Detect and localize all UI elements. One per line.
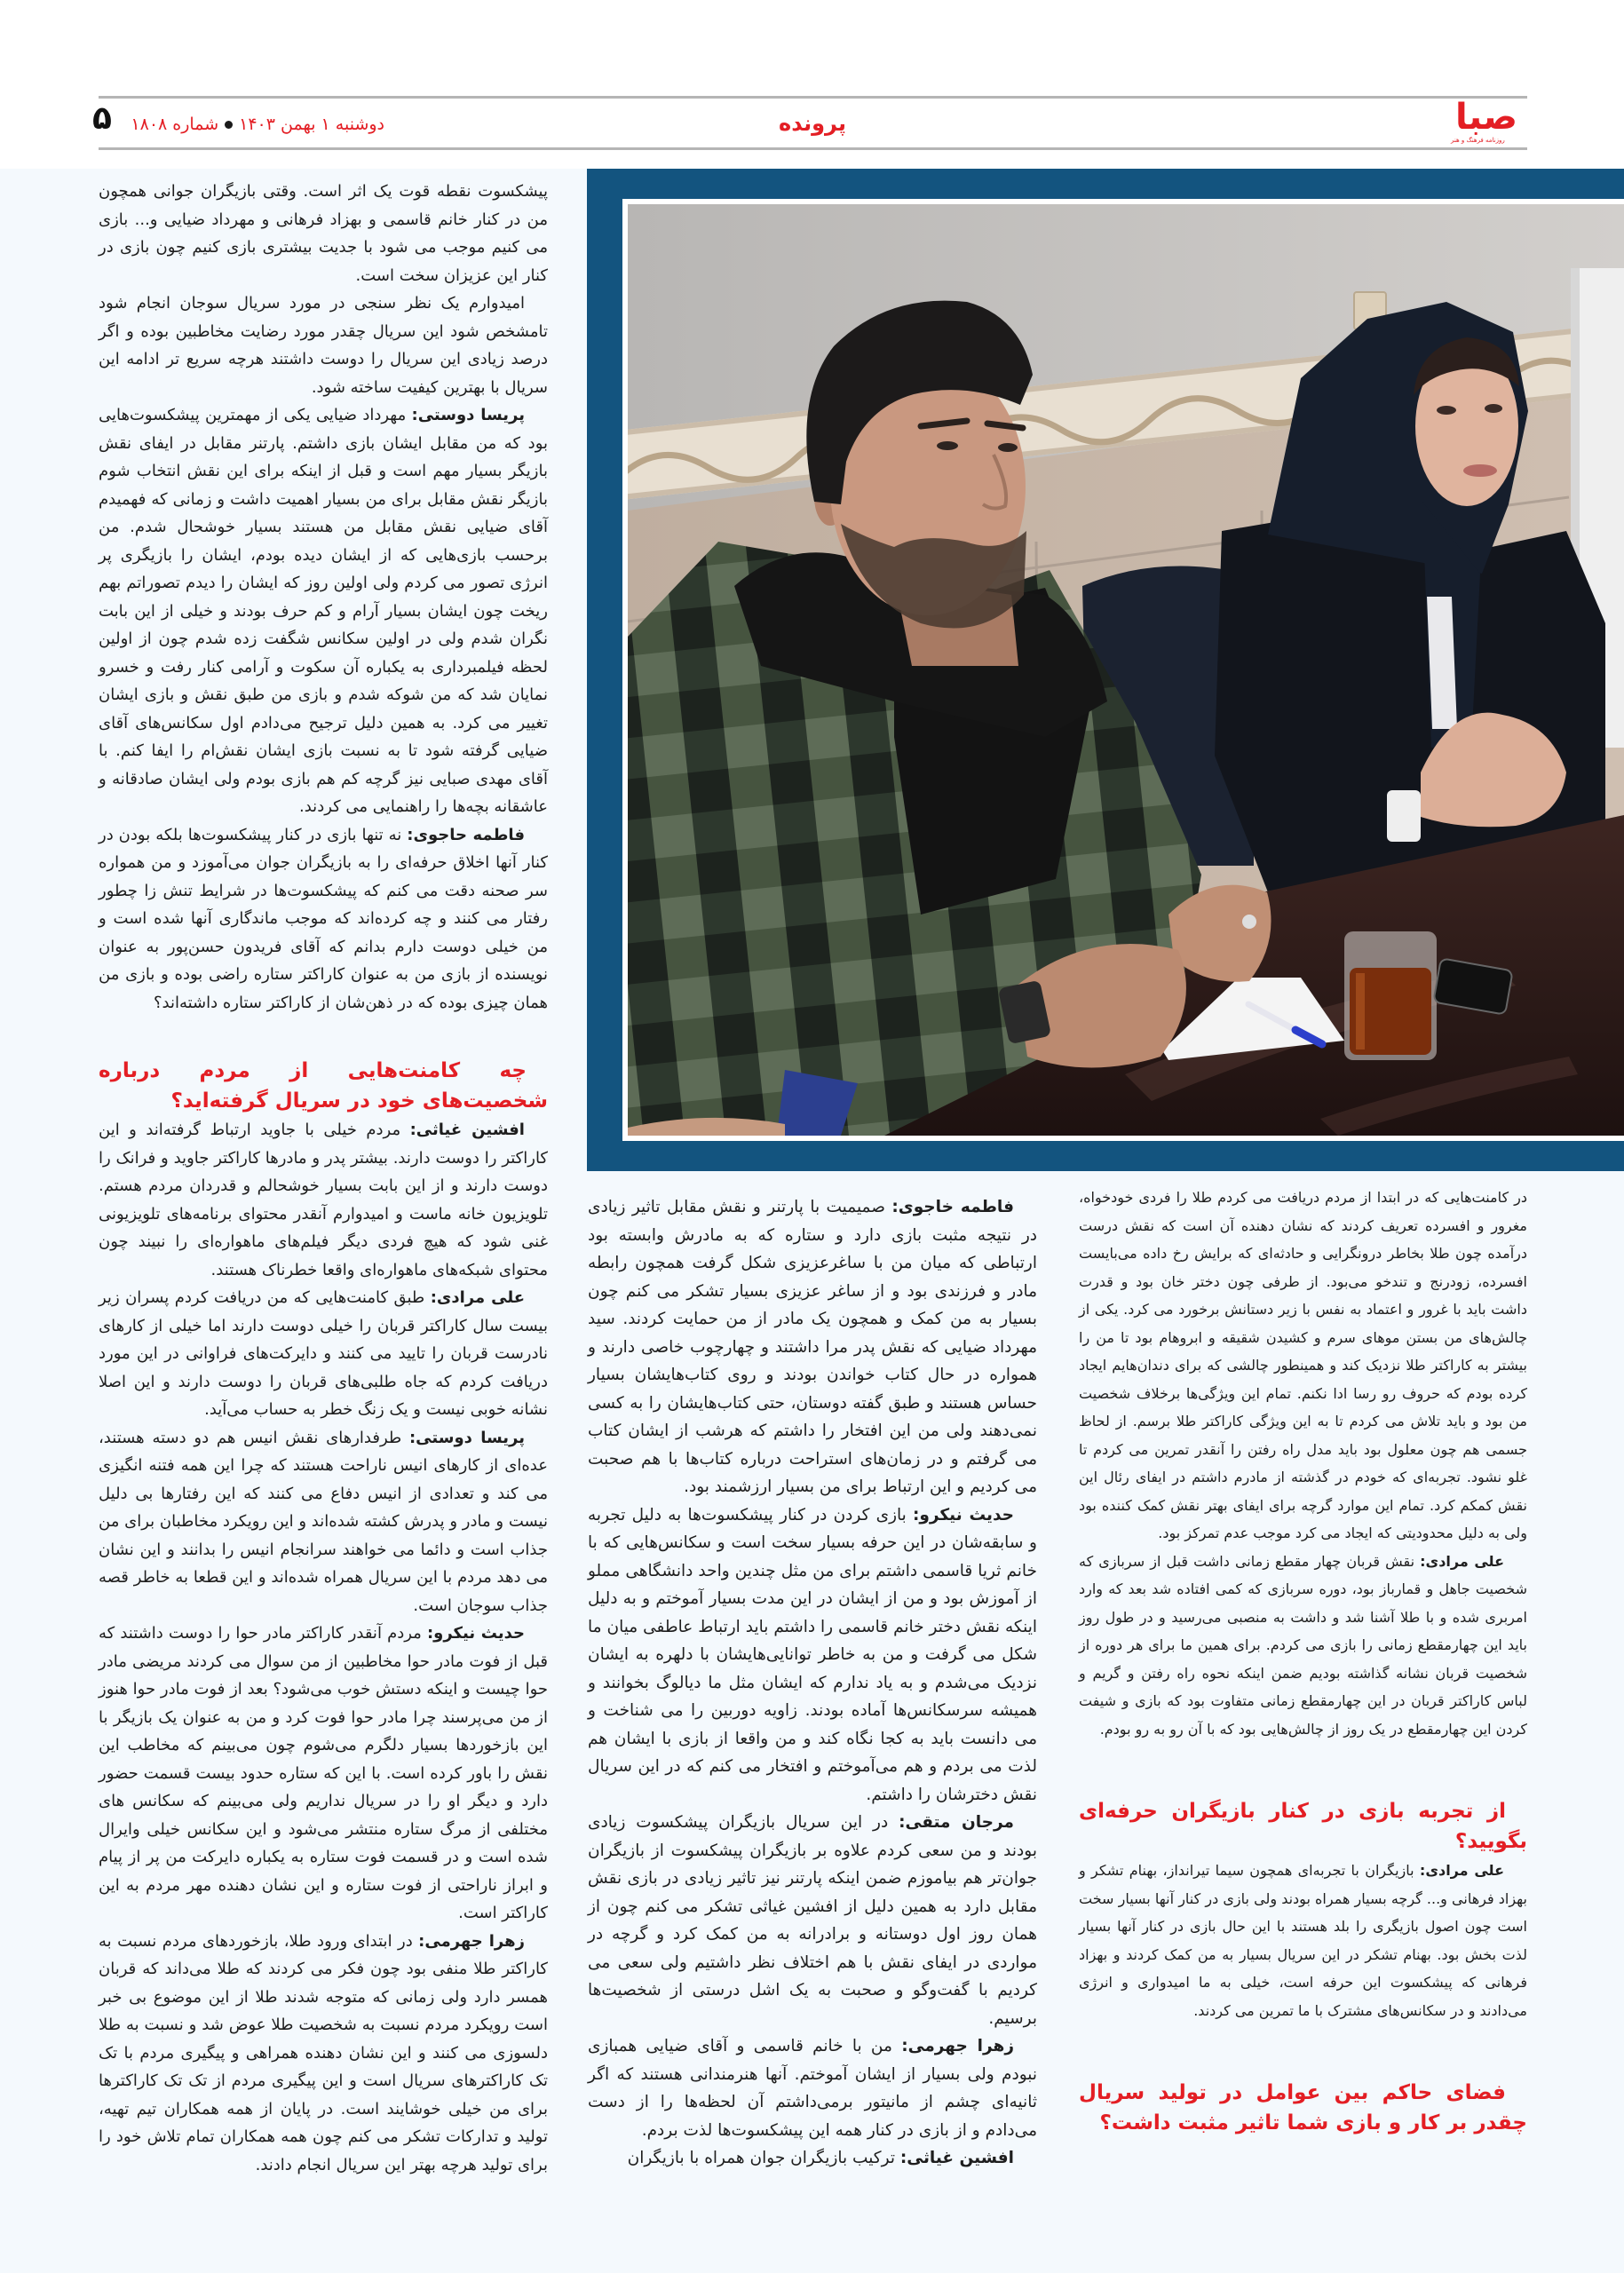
interview-question: از تجربه بازی در کنار بازیگران حرفه‌ای بگویید؟	[1079, 1800, 1527, 1853]
answer-paragraph	[99, 821, 548, 1018]
article-column-right	[1079, 1184, 1527, 2138]
speaker-name: پریسا دوستی:	[408, 1428, 525, 1447]
answer-paragraph	[99, 1620, 548, 1928]
logo-wordmark: صبا	[1455, 97, 1517, 138]
issue-date: دوشنبه ۱ بهمن ۱۴۰۳	[239, 115, 384, 134]
speaker-name: زهرا جهرمی:	[901, 2037, 1014, 2055]
answer-text: طبق کامنت‌هایی که من دریافت کردم پسران زیر بیست سال کاراکتر قربان را خیلی دوست دارند اما خیلی از کارهای نادرست قربان را تایید می کنند و دایرکت‌های فراوانی در این مورد دریافت کردم که جاه طلبی‌های قربان را دوست دارند و این اصلا نشانه خوبی نیست و یک زنگ خطر به حساب می‌آید.	[99, 1288, 548, 1419]
answer-text: نقش قربان چهار مقطع زمانی داشت قبل از سربازی که شخصیت جاهل و قمارباز بود، دوره سربازی که کمی افتاده شد بعد که وارد امربری شده و با طلا آشنا شد و داشت به منصبی می‌رسید و در طول روز باید این چهارمقطع زمانی را بازی می کردم. برای همین ما برای هر دوره از شخصیت قربان نشانه گذاشته بودیم ضمن اینکه نحوه راه رفتن و گریم و لباس کاراکتر قربان در این چهارمقطع زمانی متفاوت بود که بازی و شیفت کردن این چهارمقطع در یک روز از چالش‌هایی بود که با آن رو به رو بودم.	[1079, 1552, 1527, 1738]
paragraph-text: در کامنت‌هایی که در ابتدا از مردم دریافت می کردم طلا را فردی خودخواه، مغرور و افسرده تعریف کردند که نشان دهنده آن است که نقش درست درآمده چون طلا بخاطر درونگرایی و حادثه‌ای که برایش رخ داده می‌بایست افسرده، زودرنج و تندخو می‌بود. از طرفی چون دختر خان بود و قدرت داشت باید با غرور و اعتماد به نفس با زیر دستانش برخورد می کرد. یکی از چالش‌های من بستن موهای سرم و کشیدن شقیقه و ابروهام بود تا من را بیشتر به کاراکتر طلا نزدیک کند و همینطور چالشی که برای دندان‌هایم ایجاد کرده بودم که حروف رو رسا ادا نکنم. تمام این ویژگی‌ها برخلاف شخصیت من بود و باید تلاش می کردم تا به این ویژگی کاراکتر طلا برسم. از لحاظ جسمی هم چون معلول بود باید مدل راه رفتن را آنقدر تمرین می کردم تا غلو نشود. تجربه‌ای که خودم در گذشته از مادرم داشتم در ایفای رئال این نقش کمکم کرد. تمام این موارد گرچه برای ایفای بهتر نقش کمک کننده بود ولی به دلیل محدودیتی که ایجاد می کرد موجب عدم تمرکز بود.	[1079, 1189, 1527, 1541]
speaker-name: علی مرادی:	[430, 1288, 525, 1307]
article-column-middle	[588, 1193, 1037, 2173]
answer-paragraph	[588, 2144, 1037, 2173]
paragraph	[1079, 1184, 1527, 1548]
paragraph	[99, 178, 548, 289]
speaker-name: افشین غیاثی:	[899, 2149, 1014, 2167]
header-bottom-rule	[99, 147, 1527, 150]
answer-paragraph	[99, 401, 548, 821]
answer-text: در این سریال بازیگران پیشکسوت زیادی بودند و من سعی کردم علاوه بر بازیگران پیشکسوت از بازیگران جوان‌تر هم بیاموزم ضمن اینکه پارتنر نیز تاثیر زیادی در بازی نقش مقابل دارد به همین دلیل از افشین غیاثی تشکر می کنم چون از همان روز اول دوستانه و برادرانه به من کمک کرد و گرچه در مواردی در ایفای نقش با هم اختلاف نظر داشتیم ولی سعی می کردیم با گفت‌وگو و صحبت به یک اشل درستی از شخصیت‌ها برسیم.	[588, 1813, 1037, 2028]
issue-number: شماره ۱۸۰۸	[131, 115, 219, 134]
answer-text: بازیگران با تجربه‌ای همچون سیما تیرانداز، بهنام تشکر و بهزاد فرهانی و... گرچه بسیار همراه بودند ولی بازی در کنار آنها بسیار سخت است چون اصول بازیگری را بلد هستند با این حال بازی در کنار آنها بسیار لذت بخش بود. بهنام تشکر در این سریال بسیار به من کمک کردند و بهزاد فرهانی که پیشکسوت این حرفه است، خیلی به ما امیدواری و انرژی می‌دادند و در سکانس‌های مشترک با ما تمرین می کردند.	[1079, 1862, 1527, 2019]
interview-question: چه کامنت‌هایی از مردم درباره شخصیت‌های خود در سریال گرفته‌اید؟	[99, 1059, 548, 1113]
speaker-name: علی مرادی:	[1419, 1862, 1504, 1879]
paragraph-text: امیدوارم یک نظر سنجی در مورد سریال سوجان انجام شود تامشخص شود این سریال چقدر مورد رضایت مخاطبین بوده و اگر درصد زیادی این سریال را دوست داشتند هرچه سریع تر ادامه این سریال با بهترین کیفیت ساخته شود.	[99, 294, 548, 397]
newspaper-logo	[1446, 98, 1527, 149]
speaker-name: زهرا جهرمی:	[418, 1931, 525, 1951]
answer-paragraph	[588, 1501, 1037, 1810]
interview-photo	[622, 199, 1624, 1141]
paragraph	[99, 289, 548, 401]
answer-paragraph	[588, 2032, 1037, 2144]
dateline	[131, 110, 384, 139]
speaker-name: فاطمه حاجوی:	[407, 825, 525, 844]
answer-text: بازی کردن در کنار پیشکسوت‌ها به دلیل تجربه و سابقه‌شان در این حرفه بسیار سخت است و سکانس‌هایی که با خانم ثریا قاسمی داشتم برای من مثل چندین واحد دانشگاهی مملو از آموزش بود و من از ایشان در این مدت بسیار آموختم و به دلیل اینکه نقش دختر خانم قاسمی را داشتم باید ارتباط عاطفی میان ما شکل می گرفت و من به خاطر توانایی‌هایشان با دلهره به ایشان نزدیک می‌شدم و به یاد ندارم که ایشان مثل ما دیالوگ بخوانند و همیشه سرسکانس‌ها آماده بودند. زاویه دوربین را می شناخت و می دانست باید به کجا نگاه کند و من واقعا از بازی با ایشان هم لذت می بردم و هم می‌آموختم و افتخار می کنم که در این سریال نقش دخترشان را داشتم.	[588, 1505, 1037, 1804]
answer-paragraph	[99, 1424, 548, 1620]
article-column-left	[99, 178, 548, 2179]
speaker-name: مرجان متقی:	[899, 1813, 1014, 1832]
answer-text: مهرداد ضیایی یکی از مهمترین پیشکسوت‌هایی بود که من مقابل ایشان بازی داشتم. پارتنر مقابل در ایفای نقش بازیگر بسیار مهم است و قبل از اینکه برای این نقش انتخاب شوم بازیگر نقش مقابل برای من بسیار اهمیت داشت و زمانی که فهمیدم آقای ضیایی نقش مقابل من هستند بسیار خوشحال شدم. من برحسب بازی‌هایی که از ایشان دیده بودم، ایشان را بازیگری پر انرژی تصور می کردم ولی اولین روز که ایشان را دیدم تصوراتم بهم ریخت چون ایشان بسیار آرام و کم حرف بودند و خیلی از این بابت نگران شدم ولی در اولین سکانس شگفت زده شدم چون از اولین لحظه فیلمبرداری به یکباره آن سکوت و آرامی کنار رفت و خسرو نمایان شد که من شوکه شدم و بازی من طبق نقش و بازی ایشان تغییر می کرد. به همین دلیل ترجیح می‌دادم اول سکانس‌های آقای ضیایی گرفته شود تا به نسبت بازی ایشان نقش‌ام را ایفا کنم. با آقای مهدی صبایی نیز گرچه کم هم بازی بودم ولی ایشان صادقانه و عاشقانه بچه‌ها را راهنمایی می کردند.	[99, 406, 548, 816]
answer-paragraph	[1079, 1548, 1527, 1744]
speaker-name: حدیث نیکرو:	[426, 1624, 525, 1643]
answer-text: مردم خیلی با جاوید ارتباط گرفته‌اند و این کاراکتر را دوست دارند. بیشتر پدر و مادرها کاراکتر جاوید و فرانک را دوست دارند و از این بابت بسیار خوشحالم و قدردان مردم هستم. تلویزیون خانه ماست و امیدوارم آنقدر محتوای برنامه‌های تلویزیونی غنی شود که هیچ فردی دیگر فیلم‌های ماهواره‌ای را نبیند چون محتوای شبکه‌های ماهواره‌ای واقعا خطرناک هستند.	[99, 1121, 548, 1279]
answer-text: در ابتدای ورود طلا، بازخوردهای مردم نسبت به کاراکتر طلا منفی بود چون فکر می کردند که طلا می‌داند که قربان همسر دارد ولی زمانی که متوجه شدند طلا از این موضوع بی خبر است رویکرد مردم نسبت به شخصیت طلا عوض شد و نسبت به طلا دلسوزی می کنند و این نشان دهنده همراهی و پیگیری مردم با تک تک کاراکترهای سریال است و این پیگیری مردم از تک تک کاراکترها برای من خیلی خوشایند است. در پایان از همه همکاران تیم تهیه، تولید و تدارکات تشکر می کنم چون همه همکاران تمام تلاش خود را برای تولید هرچه بهتر این سریال انجام دادند.	[99, 1931, 548, 2174]
speaker-name: علی مرادی:	[1420, 1552, 1504, 1570]
answer-text: طرفدارهای نقش انیس هم دو دسته هستند، عده‌ای از کارهای انیس ناراحت هستند که چرا این همه فتنه انگیزی می کند و تعدادی از انیس دفاع می کنند که این رفتارها بی دلیل نیست و مادر و پدرش کشته شده‌اند و این رویکرد مخاطبان برای من جذاب است و دائما می خواهند سرانجام انیس را بدانند و این نشان می دهد مردم با این سریال همراه شده‌اند و این قطعا به خاطر قصه جذاب سوجان است.	[99, 1428, 548, 1615]
answer-text: نه تنها بازی در کنار پیشکسوت‌ها بلکه بودن در کنار آنها اخلاق حرفه‌ای را به بازیگران جوان می‌آموزد و من همواره سر صحنه دقت می کنم که پیشکسوت‌ها در شرایط تنش زا چطور رفتار می کنند و چه کرده‌اند که موجب ماندگاری آنها شده است و من خیلی دوست دارم بدانم که آقای فریدون حسن‌پور به عنوان نویسنده از بازی من به عنوان کاراکتر ستاره راضی بوده و بازی من همان چیزی بوده که در ذهن‌شان از کاراکتر ستاره داشته‌اند؟	[99, 825, 548, 1012]
answer-paragraph	[1079, 1857, 1527, 2024]
answer-text: مردم آنقدر کاراکتر مادر حوا را دوست داشتند که قبل از فوت مادر حوا مخاطبین از من سوال می کردند مریضی مادر حوا چیست و اینکه دستش خوب می‌شود؟ بعد از فوت مادر حوا هنوز از من می‌پرسند چرا مادر حوا فوت کرد و من به عنوان یک بازیگر با این بازخوردها بسیار دلگرم می‌شوم چون می‌بینم که مخاطب این نقش را باور کرده است. با این که ستاره حدود بیست قسمت حضور دارد و دیگر او را در سریال نداریم ولی می‌بینم که سکانس های مختلفی از مرگ ستاره منتشر می‌شود و این سکانس خیلی وایرال شده است و در قسمت فوت ستاره به یکباره دایرکت من پر از پیام و ابراز ناراحتی از فوت ستاره و این نشان دهنده مهر مردم به این کاراکتر است.	[99, 1624, 548, 1922]
answer-paragraph	[99, 1284, 548, 1424]
answer-paragraph	[588, 1809, 1037, 2032]
section-title: پرونده	[779, 111, 846, 136]
page-number: ۵	[92, 100, 112, 137]
answer-paragraph	[99, 1928, 548, 2180]
answer-text: ترکیب بازیگران جوان همراه با بازیگران	[627, 2149, 895, 2167]
bullet-separator	[225, 121, 233, 129]
speaker-name: فاطمه خاجوی:	[891, 1198, 1014, 1216]
paragraph-text: پیشکسوت نقطه قوت یک اثر است. وقتی بازیگران جوانی همچون من در کنار خانم قاسمی و بهزاد فرهانی و مهرداد ضیایی و... بازی می کنیم موجب می شود با جدیت بیشتری بازی کنیم چون بازی در کنار این عزیزان سخت است.	[99, 182, 548, 285]
tea-glass	[1344, 931, 1437, 1060]
answer-paragraph	[588, 1193, 1037, 1501]
answer-text: من با خانم قاسمی و آقای ضیایی همبازی نبودم ولی بسیار از ایشان آموختم. آنها هنرمندانی هستند که اگر ثانیه‌ای چشم از مانیتور برمی‌داشتم آن لحظه‌ها را از دست می‌دادم و از بازی در کنار همه این پیشکسوت‌ها لذت بردم.	[588, 2037, 1037, 2140]
photo-illustration	[628, 204, 1624, 1136]
header-top-rule	[99, 96, 1527, 99]
answer-paragraph	[99, 1116, 548, 1284]
speaker-name: حدیث نیکرو:	[913, 1505, 1014, 1525]
interview-question: فضای حاکم بین عوامل در تولید سریال چقدر بر کار و بازی شما تاثیر مثبت داشت؟	[1079, 2081, 1527, 2134]
speaker-name: افشین غیاثی:	[409, 1121, 525, 1139]
speaker-name: پریسا دوستی:	[411, 406, 525, 424]
answer-text: صمیمیت با پارتنر و نقش مقابل تاثیر زیادی در نتیجه مثبت بازی دارد و ستاره که به مادرش وابسته بود ارتباطی که میان من با ساغرعزیزی شکل گرفت همچون رابطه مادر و فرزندی بود و از ساغر عزیزی بسیار تشکر می کنم چون بسیار به من کمک و همچون یک مادر از من حمایت کردند. سید مهرداد ضیایی که نقش پدر مرا داشتند و چهارچوب خاصی دارند و همواره در حال کتاب خواندن بودند و روی کتاب‌هایشان بسیار حساس هستند و طبق گفته دوستان، حتی کتاب‌هایشان را به کسی نمی‌دهند ولی من این افتخار را داشتم که هرشب از ایشان کتاب می گرفتم و در زمان‌های استراحت درباره کتاب‌ها با هم صحبت می کردیم و این ارتباط برای من بسیار ارزشمند بود.	[588, 1198, 1037, 1496]
logo-subtitle: روزنامه فرهنگ و هنر	[1451, 137, 1505, 144]
